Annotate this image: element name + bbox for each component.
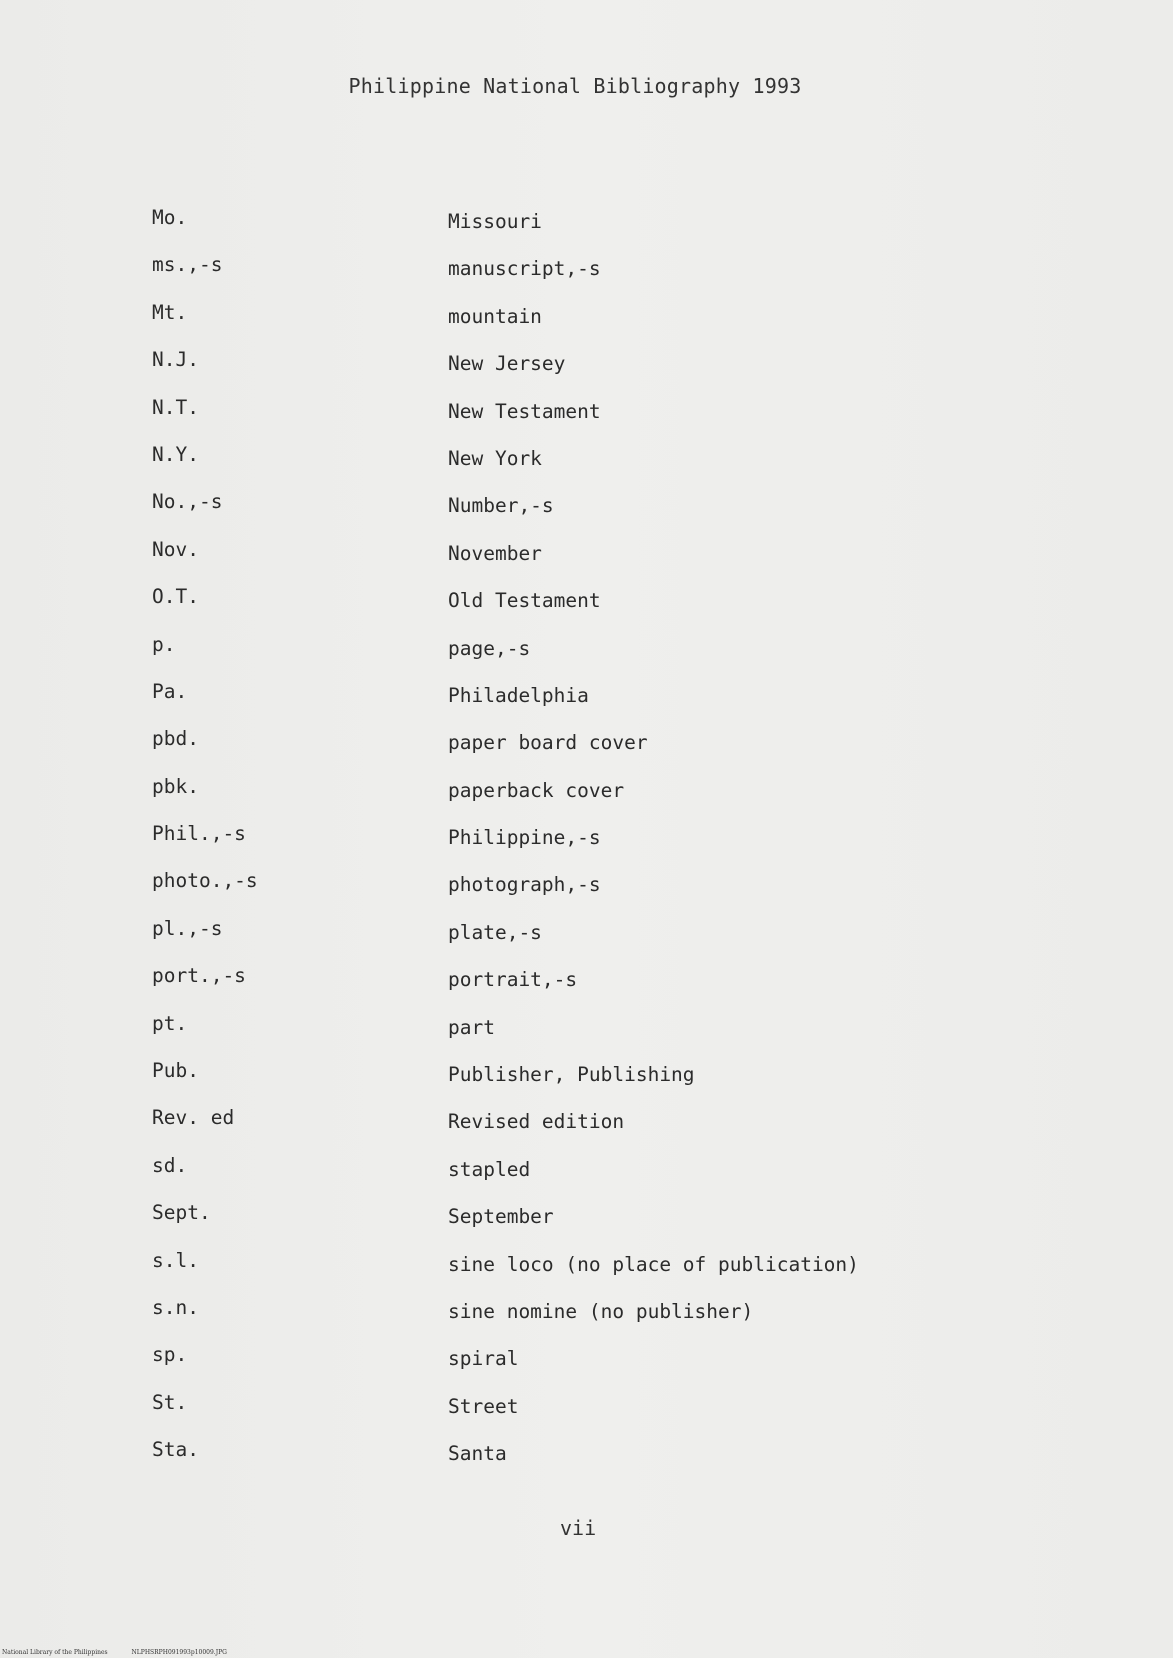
- abbreviation: Mt.: [152, 300, 188, 324]
- abbreviation: port.,-s: [152, 964, 246, 988]
- abbreviation-meaning: sine loco (no place of publication): [448, 1252, 859, 1276]
- list-item: [152, 680, 912, 727]
- abbreviation: No.,-s: [152, 490, 223, 514]
- abbreviation: N.J.: [152, 348, 199, 372]
- abbreviation-meaning: portrait,-s: [448, 968, 578, 992]
- abbreviation-meaning: Street: [448, 1394, 519, 1418]
- abbreviation-meaning: manuscript,-s: [448, 257, 601, 281]
- abbreviation-meaning: Philippine,-s: [448, 826, 601, 850]
- list-item: [152, 822, 912, 869]
- abbreviation: St.: [152, 1390, 188, 1414]
- list-item: [152, 1438, 912, 1485]
- list-item: [152, 1059, 912, 1106]
- list-item: [152, 1154, 912, 1201]
- page-number: vii: [560, 1516, 597, 1540]
- list-item: [152, 348, 912, 395]
- abbreviation-meaning: Number,-s: [448, 494, 554, 518]
- abbreviation: pt.: [152, 1011, 188, 1035]
- abbreviation: pbd.: [152, 727, 199, 751]
- abbreviation: O.T.: [152, 585, 199, 609]
- abbreviation: Pub.: [152, 1059, 199, 1083]
- abbreviation: pbk.: [152, 774, 199, 798]
- abbreviation-meaning: paper board cover: [448, 731, 648, 755]
- list-item: [152, 869, 912, 916]
- abbreviation: Pa.: [152, 679, 188, 703]
- abbreviation-meaning: Santa: [448, 1442, 507, 1466]
- list-item: [152, 1343, 912, 1390]
- list-item: [152, 301, 912, 348]
- abbreviation: ms.,-s: [152, 253, 223, 277]
- list-item: [152, 964, 912, 1011]
- list-item: [152, 538, 912, 585]
- abbreviation-meaning: paperback cover: [448, 778, 625, 802]
- abbreviation-meaning: plate,-s: [448, 920, 542, 944]
- library-name: National Library of the Philippines: [2, 1649, 108, 1656]
- list-item: [152, 775, 912, 822]
- abbreviation-meaning: Old Testament: [448, 589, 601, 613]
- abbreviation: N.Y.: [152, 442, 199, 466]
- list-item: [152, 727, 912, 774]
- abbreviation-meaning: Publisher, Publishing: [448, 1063, 695, 1087]
- list-item: [152, 633, 912, 680]
- list-item: [152, 585, 912, 632]
- abbreviation-meaning: spiral: [448, 1347, 519, 1371]
- list-item: [152, 490, 912, 537]
- abbreviation-meaning: page,-s: [448, 636, 531, 660]
- abbreviation-meaning: mountain: [448, 304, 542, 328]
- list-item: [152, 1201, 912, 1248]
- abbreviation-meaning: Missouri: [448, 210, 542, 233]
- list-item: [152, 1296, 912, 1343]
- list-item: [152, 1391, 912, 1438]
- abbreviation-meaning: New Testament: [448, 399, 601, 423]
- abbreviation-meaning: sine nomine (no publisher): [448, 1299, 754, 1323]
- abbreviation-meaning: November: [448, 541, 542, 565]
- abbreviation: p.: [152, 632, 176, 656]
- abbreviation-meaning: New Jersey: [448, 352, 566, 376]
- abbreviation: photo.,-s: [152, 869, 258, 893]
- abbreviation: Nov.: [152, 537, 199, 561]
- list-item: [152, 1106, 912, 1153]
- abbreviation: sp.: [152, 1343, 188, 1367]
- list-item: [152, 1249, 912, 1296]
- abbreviation-meaning: September: [448, 1205, 554, 1229]
- abbreviation-meaning: New York: [448, 446, 542, 470]
- abbreviation: Sta.: [152, 1438, 199, 1462]
- scan-credit: [2, 1649, 249, 1656]
- abbreviation-meaning: photograph,-s: [448, 873, 601, 897]
- abbreviation: pl.,-s: [152, 916, 223, 940]
- file-identifier: NLPHSRPH091993p10009.JPG: [131, 1649, 227, 1656]
- list-item: [152, 206, 912, 253]
- abbreviation: N.T.: [152, 395, 199, 419]
- list-item: [152, 253, 912, 300]
- abbreviation: s.n.: [152, 1295, 199, 1319]
- list-item: [152, 917, 912, 964]
- list-item: [152, 396, 912, 443]
- list-item: [152, 1012, 912, 1059]
- abbreviation: Rev. ed: [152, 1106, 235, 1130]
- abbreviation-meaning: Revised edition: [448, 1110, 625, 1134]
- abbreviation: sd.: [152, 1153, 188, 1177]
- abbreviation: Mo.: [152, 206, 188, 229]
- abbreviation: Phil.,-s: [152, 822, 246, 846]
- list-item: [152, 443, 912, 490]
- abbreviation-list: [152, 206, 912, 1486]
- abbreviation: Sept.: [152, 1201, 211, 1225]
- page-title: Philippine National Bibliography 1993: [348, 74, 802, 98]
- abbreviation: s.l.: [152, 1248, 199, 1272]
- abbreviation-meaning: stapled: [448, 1157, 531, 1181]
- abbreviation-meaning: Philadelphia: [448, 683, 589, 707]
- abbreviation-meaning: part: [448, 1015, 495, 1039]
